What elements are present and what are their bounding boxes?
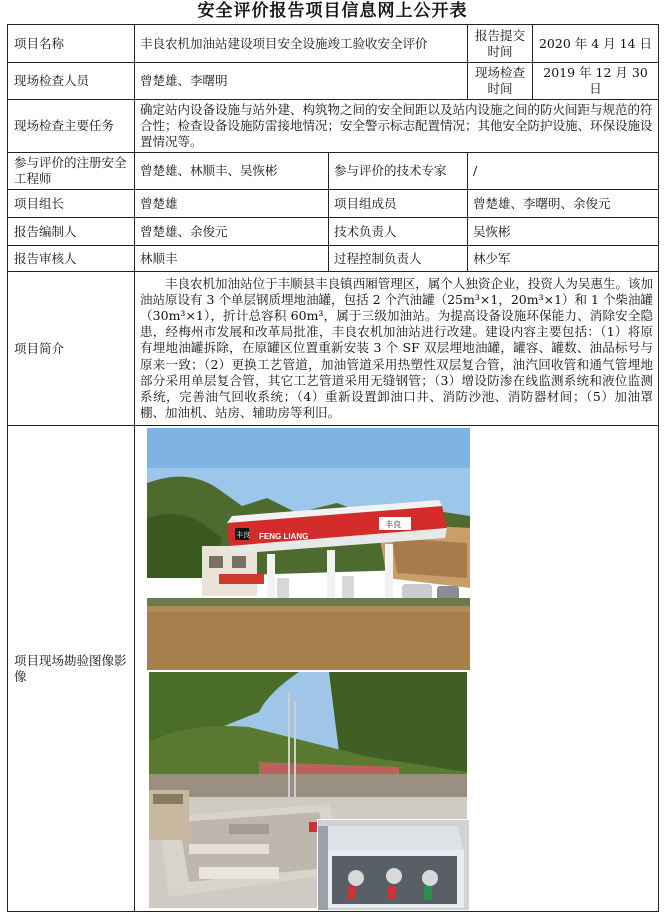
process-lead-label: 过程控制负责人 <box>329 246 468 272</box>
submit-time-label: 报告提交时间 <box>468 25 533 63</box>
valve-pit-photo <box>317 819 470 911</box>
row-engineers <box>8 153 659 190</box>
tech-lead-value: 吴恢彬 <box>468 218 659 246</box>
canopy-sign-left: 丰良 <box>236 531 250 539</box>
members-label: 项目组成员 <box>329 190 468 218</box>
engineers-label: 参与评价的注册安全工程师 <box>8 153 135 190</box>
inspect-time-label: 现场检查时间 <box>468 63 533 100</box>
images-cell <box>135 426 659 912</box>
reviewer-value: 林顺丰 <box>135 246 329 272</box>
submit-time-value: 2020 年 4 月 14 日 <box>533 25 659 63</box>
members-value: 曾楚雄、李曙明、余俊元 <box>468 190 659 218</box>
images-label: 项目现场勘验图像影像 <box>8 426 135 912</box>
intro-label: 项目简介 <box>8 272 135 426</box>
engineers-value: 曾楚雄、林顺丰、吴恢彬 <box>135 153 329 190</box>
info-table <box>7 24 659 912</box>
inspectors-value: 曾楚雄、李曙明 <box>135 63 468 100</box>
process-lead-value: 林少军 <box>468 246 659 272</box>
gas-station-photo <box>147 428 470 670</box>
author-value: 曾楚雄、余俊元 <box>135 218 329 246</box>
canopy-brand-text: FENG LIANG <box>259 532 309 541</box>
project-name-label: 项目名称 <box>8 25 135 63</box>
row-images <box>8 426 659 912</box>
leader-value: 曾楚雄 <box>135 190 329 218</box>
row-inspectors <box>8 63 659 100</box>
author-label: 报告编制人 <box>8 218 135 246</box>
inspectors-label: 现场检查人员 <box>8 63 135 100</box>
tasks-value: 确定站内设备设施与站外建、构筑物之间的安全间距以及站内设施之间的防火间距与规范的符合性；检查设备设施防雷接地情况；安全警示标志配置情况；其他安全防护设施、环保设施设置情况等。 <box>135 100 659 153</box>
leader-label: 项目组长 <box>8 190 135 218</box>
page-title: 安全评价报告项目信息网上公开表 <box>197 1 468 21</box>
reviewer-label: 报告审核人 <box>8 246 135 272</box>
experts-value: / <box>468 153 659 190</box>
tech-lead-label: 技术负责人 <box>329 218 468 246</box>
inspect-time-value: 2019 年 12 月 30 日 <box>533 63 659 100</box>
row-leader <box>8 190 659 218</box>
canopy-sign-right: 丰良 <box>385 520 401 529</box>
row-reviewer <box>8 246 659 272</box>
photo-group <box>135 426 658 911</box>
row-author <box>8 218 659 246</box>
experts-label: 参与评价的技术专家 <box>329 153 468 190</box>
tasks-label: 现场检查主要任务 <box>8 100 135 153</box>
project-name-value: 丰良农机加油站建设项目安全设施竣工验收安全评价 <box>135 25 468 63</box>
intro-value: 丰良农机加油站位于丰顺县丰良镇西厢管理区，属个人独资企业，投资人为吴惠生。该加油站原设有 3 个单层钢质埋地油罐，包括 2 个汽油罐（25m³×1，20m³×1）和 1 个柴油罐（30m³×1），折计总容积 60m³，属于三级加油站。为提高设备设施环保能力、消除安全隐患，经梅州市发展和改革局批准，丰良农机加油站进行改建。建设内容主要包括：（1）将原有埋地油罐拆除，在原罐区位置重新安装 3 个 SF 双层埋地油罐，罐容、罐数、油品标号与原来一致；（2）更换工艺管道，加油管道采用热塑性双层复合管，油汽回收管和通气管埋地部分采用单层复合管，其它工艺管道采用无缝钢管；（3）增设防渗在线监测系统和液位监测系统，完善油气回收系统；（4）重新设置卸油口井、消防沙池、消防器材间；（5）加油罩棚、加油机、站房、辅助房等利旧。 <box>135 272 659 426</box>
row-intro <box>8 272 659 426</box>
row-project-name <box>8 25 659 63</box>
row-tasks <box>8 100 659 153</box>
